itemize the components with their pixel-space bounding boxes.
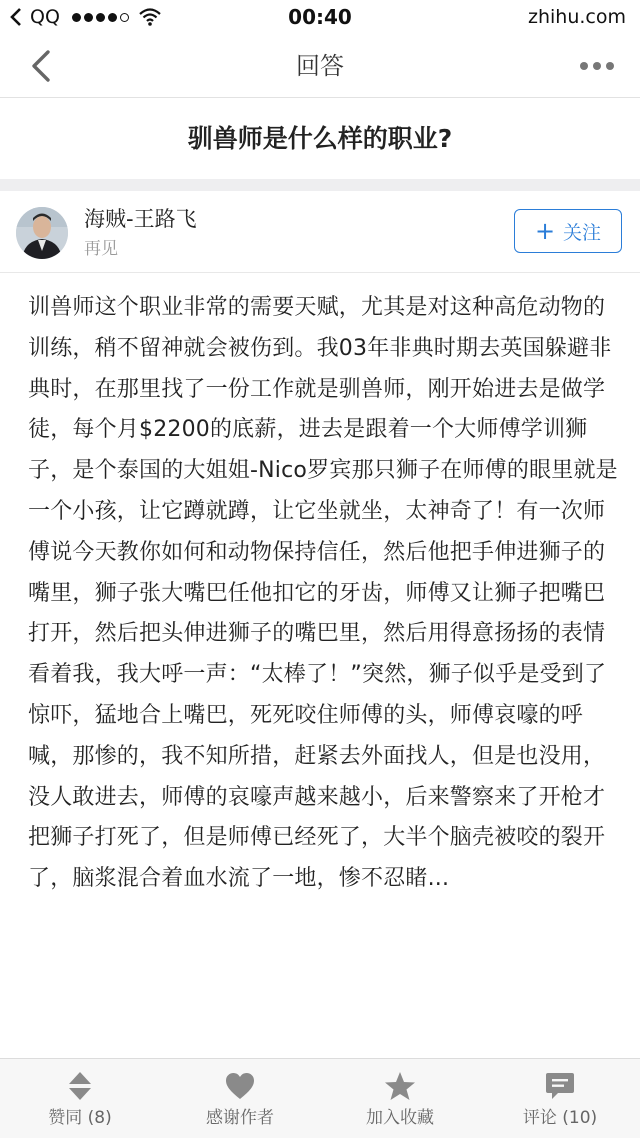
carrier-label: QQ [30,6,60,28]
comment-button[interactable] [480,1059,640,1138]
heart-icon [224,1071,256,1101]
question-header[interactable] [0,99,640,179]
vote-arrows-icon [64,1071,96,1101]
status-bar [0,0,640,34]
author-bio: 再见 [84,239,118,259]
follow-button[interactable] [514,209,622,253]
nav-bar [0,34,640,98]
author-row [0,191,640,273]
plus-icon: + [534,217,556,245]
bottom-action-bar [0,1058,640,1138]
answer-text: 训兽师这个职业非常的需要天赋，尤其是对这种高危动物的训练，稍不留神就会被伤到。我03年非典时期去英国躲避非典时，在那里找了一份工作就是驯兽师，刚开始进去是做学徒，每个月$2200的底薪，进去是跟着一个大师傅学训狮子，是个泰国的大姐姐-Nico罗宾那只狮子在师傅的眼里就是一个小孩，让它蹲就蹲，让它坐就坐，太神奇了！有一次师傅说今天教你如何和动物保持信任，然后他把手伸进狮子的嘴里，狮子张大嘴巴任他扣它的牙齿，师傅又让狮子把嘴巴打开，然后把头伸进狮子的嘴巴里，然后用得意扬扬的表情看着我，我大呼一声：“太棒了！”突然，狮子似乎是受到了惊吓，猛地合上嘴巴，死死咬住师傅的头，师傅哀嚎的呼喊，那惨的，我不知所措，赶紧去外面找人，但是也没用，没人敢进去，师傅的哀嚎声越来越小，后来警察来了开枪才把狮子打死了，但是师傅已经死了，大半个脑壳被咬的裂开了，脑浆混合着血水流了一地，惨不忍睹... [28,295,618,892]
question-title[interactable]: 驯兽师是什么样的职业? [187,124,453,153]
status-time: 00:40 [288,5,352,29]
author-name[interactable]: 海贼-王路飞 [84,207,197,231]
thank-author-button[interactable] [160,1059,320,1138]
avatar[interactable] [16,207,68,259]
star-icon [384,1071,416,1101]
status-url: zhihu.com [528,6,626,28]
comment-label: 评论 (10) [522,1108,598,1128]
more-dots-icon[interactable] [580,56,616,76]
upvote-label: 赞同 (8) [48,1108,112,1128]
page-title: 回答 [296,52,344,80]
avatar-image [16,207,68,259]
follow-label: 关注 [563,221,602,244]
favorite-button[interactable] [320,1059,480,1138]
thank-label: 感谢作者 [206,1108,274,1128]
upvote-button[interactable] [0,1059,160,1138]
favorite-label: 加入收藏 [366,1108,434,1128]
section-divider [0,179,640,191]
comment-bubble-icon [544,1071,576,1101]
